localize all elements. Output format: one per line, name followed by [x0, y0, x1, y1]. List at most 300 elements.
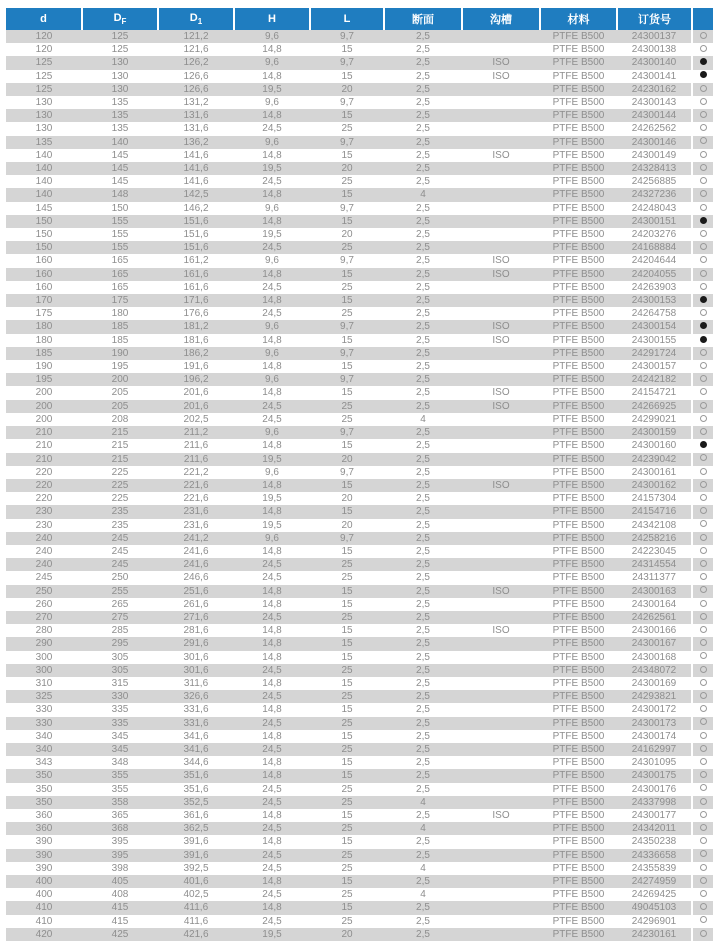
cell-d: 400 [35, 889, 53, 901]
cell-groove [462, 598, 540, 611]
cell-order-no: 24258216 [631, 532, 677, 544]
cell-h: 14,8 [262, 677, 282, 689]
cell-d1: 161,6 [183, 268, 209, 280]
cell-df: 335 [111, 704, 129, 716]
cell-h: 19,5 [262, 229, 282, 241]
table-row [6, 809, 713, 822]
table-row [6, 479, 713, 492]
cell-order-no: 24242182 [631, 374, 677, 386]
cell-material: PTFE B500 [552, 638, 605, 650]
cell-h: 24,5 [262, 176, 282, 188]
cell-material: PTFE B500 [552, 268, 605, 280]
cell-groove [462, 215, 540, 228]
cell-availability [692, 677, 713, 690]
availability-outline-icon [700, 507, 707, 514]
cell-d: 250 [35, 585, 53, 597]
cell-cross-section: 2,5 [416, 44, 430, 56]
cell-availability [692, 651, 713, 664]
cell-groove: ISO [492, 625, 510, 637]
cell-cross-section: 2,5 [416, 691, 430, 703]
cell-order-no: 24300153 [631, 295, 677, 307]
cell-df: 358 [111, 796, 129, 808]
cell-cross-section: 2,5 [416, 374, 430, 386]
cell-d: 410 [35, 915, 53, 927]
cell-material: PTFE B500 [552, 876, 605, 887]
cell-material: PTFE B500 [552, 334, 605, 346]
cell-l: 25 [341, 915, 353, 927]
availability-outline-icon [700, 283, 707, 290]
cell-material: PTFE B500 [552, 374, 605, 386]
cell-cross-section: 2,5 [416, 664, 430, 676]
cell-availability [692, 215, 713, 228]
cell-groove: ISO [492, 479, 510, 491]
cell-cross-section: 2,5 [416, 493, 430, 505]
cell-l: 15 [341, 625, 353, 637]
cell-availability [692, 545, 713, 558]
cell-l: 9,7 [340, 136, 354, 148]
cell-l: 25 [341, 743, 353, 755]
cell-order-no: 24223045 [631, 545, 677, 557]
header-cell-df [82, 8, 158, 30]
cell-cross-section: 2,5 [416, 83, 430, 95]
cell-material: PTFE B500 [552, 519, 605, 531]
cell-df: 245 [111, 532, 129, 544]
cell-d: 210 [35, 453, 53, 465]
cell-groove [462, 122, 540, 135]
availability-outline-icon [700, 349, 707, 356]
table-row [6, 215, 713, 228]
cell-df: 145 [111, 176, 129, 188]
cell-l: 25 [341, 400, 353, 412]
cell-groove [462, 717, 540, 730]
cell-h: 14,8 [262, 545, 282, 557]
cell-cross-section: 2,5 [416, 242, 430, 254]
cell-h: 24,5 [262, 862, 282, 874]
cell-order-no: 24300154 [631, 321, 677, 333]
cell-order-no: 24300143 [631, 97, 677, 109]
cell-cross-section: 2,5 [416, 572, 430, 584]
cell-df: 245 [111, 545, 129, 557]
availability-outline-icon [700, 877, 707, 884]
cell-d1: 141,6 [183, 149, 209, 161]
cell-d: 130 [35, 110, 53, 122]
cell-order-no: 24300137 [631, 31, 677, 42]
header-cell-groove [462, 8, 540, 30]
table-row [6, 254, 713, 267]
cell-h: 14,8 [262, 506, 282, 518]
cell-d: 310 [35, 677, 53, 689]
cell-df: 345 [111, 743, 129, 755]
cell-groove [462, 347, 540, 360]
cell-groove [462, 109, 540, 122]
cell-cross-section: 2,5 [416, 625, 430, 637]
table-row [6, 188, 713, 201]
header-cell-h [234, 8, 310, 30]
cell-h: 19,5 [262, 453, 282, 465]
cell-d: 150 [35, 242, 53, 254]
cell-h: 14,8 [262, 809, 282, 821]
cell-df: 265 [111, 598, 129, 610]
cell-cross-section: 2,5 [416, 849, 430, 861]
availability-outline-icon [700, 798, 707, 805]
cell-d1: 331,6 [183, 704, 209, 716]
cell-cross-section: 2,5 [416, 361, 430, 373]
cell-availability [692, 439, 713, 452]
cell-groove: ISO [492, 809, 510, 821]
cell-groove: ISO [492, 585, 510, 597]
cell-material: PTFE B500 [552, 611, 605, 623]
cell-l: 15 [341, 809, 353, 821]
header-label-subscript: F [121, 17, 127, 27]
cell-h: 9,6 [265, 427, 279, 439]
cell-availability [692, 928, 713, 941]
cell-groove [462, 545, 540, 558]
availability-outline-icon [700, 415, 707, 422]
table-row [6, 453, 713, 466]
cell-d: 170 [35, 295, 53, 307]
cell-h: 9,6 [265, 136, 279, 148]
cell-availability [692, 769, 713, 782]
header-label: d [40, 13, 47, 25]
cell-order-no: 24348072 [631, 664, 677, 676]
cell-material: PTFE B500 [552, 691, 605, 703]
cell-groove: ISO [492, 400, 510, 412]
cell-groove [462, 901, 540, 914]
availability-outline-icon [700, 32, 707, 39]
cell-l: 25 [341, 176, 353, 188]
cell-d1: 201,6 [183, 387, 209, 399]
cell-groove [462, 849, 540, 862]
cell-material: PTFE B500 [552, 242, 605, 254]
cell-d: 420 [35, 928, 53, 940]
cell-l: 15 [341, 506, 353, 518]
cell-d: 240 [35, 532, 53, 544]
cell-l: 25 [341, 783, 353, 795]
table-row [6, 268, 713, 281]
cell-df: 245 [111, 559, 129, 571]
cell-d: 130 [35, 123, 53, 135]
cell-df: 235 [111, 519, 129, 531]
cell-groove [462, 360, 540, 373]
cell-availability [692, 281, 713, 294]
table-row [6, 849, 713, 862]
table-row [6, 545, 713, 558]
table-row [6, 703, 713, 716]
cell-availability [692, 320, 713, 333]
table-row [6, 664, 713, 677]
cell-d: 245 [35, 572, 53, 584]
table-row [6, 96, 713, 109]
cell-availability [692, 43, 713, 56]
cell-material: PTFE B500 [552, 479, 605, 491]
cell-availability [692, 294, 713, 307]
cell-d1: 352,5 [183, 796, 209, 808]
cell-l: 15 [341, 215, 353, 227]
cell-d1: 181,2 [183, 321, 209, 333]
cell-h: 14,8 [262, 361, 282, 373]
availability-filled-icon [700, 322, 707, 329]
cell-groove [462, 43, 540, 56]
cell-order-no: 24230162 [631, 83, 677, 95]
cell-df: 215 [111, 440, 129, 452]
cell-d1: 341,6 [183, 730, 209, 742]
availability-outline-icon [700, 784, 707, 791]
cell-groove [462, 281, 540, 294]
cell-cross-section: 2,5 [416, 281, 430, 293]
cell-l: 9,7 [340, 347, 354, 359]
cell-cross-section: 2,5 [416, 598, 430, 610]
cell-l: 25 [341, 123, 353, 135]
cell-df: 135 [111, 97, 129, 109]
cell-order-no: 24239042 [631, 453, 677, 465]
table-row [6, 241, 713, 254]
cell-h: 24,5 [262, 413, 282, 425]
cell-d1: 131,2 [183, 97, 209, 109]
cell-availability [692, 558, 713, 571]
cell-l: 25 [341, 849, 353, 861]
cell-l: 15 [341, 268, 353, 280]
cell-material: PTFE B500 [552, 704, 605, 716]
cell-d: 230 [35, 506, 53, 518]
cell-cross-section: 2,5 [416, 876, 430, 887]
cell-d: 360 [35, 809, 53, 821]
cell-d1: 391,6 [183, 836, 209, 848]
cell-df: 305 [111, 651, 129, 663]
table-row [6, 915, 713, 928]
cell-groove: ISO [492, 387, 510, 399]
cell-d1: 151,6 [183, 242, 209, 254]
cell-df: 408 [111, 889, 129, 901]
availability-outline-icon [700, 930, 707, 937]
cell-l: 15 [341, 70, 353, 82]
cell-groove [462, 228, 540, 241]
cell-h: 24,5 [262, 308, 282, 320]
cell-availability [692, 386, 713, 399]
cell-l: 9,7 [340, 57, 354, 69]
cell-order-no: 24291724 [631, 347, 677, 359]
cell-order-no: 24300146 [631, 136, 677, 148]
cell-d: 240 [35, 545, 53, 557]
cell-l: 25 [341, 691, 353, 703]
cell-material: PTFE B500 [552, 836, 605, 848]
cell-df: 225 [111, 466, 129, 478]
cell-d: 200 [35, 400, 53, 412]
header-cell-availability [692, 8, 713, 30]
cell-l: 9,7 [340, 374, 354, 386]
cell-h: 19,5 [262, 519, 282, 531]
cell-availability [692, 822, 713, 835]
availability-outline-icon [700, 534, 707, 541]
cell-d: 140 [35, 149, 53, 161]
cell-df: 235 [111, 506, 129, 518]
cell-d1: 221,6 [183, 479, 209, 491]
cell-groove [462, 492, 540, 505]
cell-h: 14,8 [262, 440, 282, 452]
cell-groove [462, 888, 540, 901]
availability-outline-icon [700, 190, 707, 197]
cell-material: PTFE B500 [552, 506, 605, 518]
cell-cross-section: 2,5 [416, 770, 430, 782]
cell-l: 20 [341, 928, 353, 940]
cell-availability [692, 122, 713, 135]
cell-cross-section: 4 [420, 189, 426, 201]
cell-d: 150 [35, 215, 53, 227]
cell-d1: 186,2 [183, 347, 209, 359]
cell-df: 345 [111, 730, 129, 742]
cell-groove [462, 30, 540, 43]
cell-groove [462, 294, 540, 307]
cell-availability [692, 585, 713, 598]
cell-h: 14,8 [262, 598, 282, 610]
cell-d: 220 [35, 493, 53, 505]
cell-groove [462, 466, 540, 479]
cell-d1: 251,6 [183, 585, 209, 597]
cell-groove [462, 783, 540, 796]
header-cell-material [540, 8, 617, 30]
cell-cross-section: 2,5 [416, 163, 430, 175]
cell-availability [692, 624, 713, 637]
cell-d: 120 [35, 44, 53, 56]
cell-h: 9,6 [265, 532, 279, 544]
cell-df: 195 [111, 361, 129, 373]
availability-outline-icon [700, 666, 707, 673]
cell-df: 190 [111, 347, 129, 359]
cell-df: 335 [111, 717, 129, 729]
cell-order-no: 24342011 [632, 823, 676, 835]
cell-d: 300 [35, 664, 53, 676]
cell-groove [462, 241, 540, 254]
cell-df: 215 [111, 427, 129, 439]
cell-groove [462, 505, 540, 518]
cell-d: 160 [35, 255, 53, 267]
cell-groove [462, 822, 540, 835]
cell-d: 330 [35, 704, 53, 716]
cell-d1: 246,6 [183, 572, 209, 584]
cell-h: 14,8 [262, 836, 282, 848]
cell-h: 14,8 [262, 625, 282, 637]
cell-d: 390 [35, 862, 53, 874]
table-row [6, 320, 713, 333]
cell-material: PTFE B500 [552, 625, 605, 637]
cell-df: 295 [111, 638, 129, 650]
cell-cross-section: 2,5 [416, 149, 430, 161]
availability-outline-icon [700, 256, 707, 263]
cell-availability [692, 30, 713, 43]
cell-d1: 344,6 [183, 757, 209, 769]
cell-order-no: 24154716 [631, 506, 677, 518]
availability-outline-icon [700, 718, 707, 725]
cell-df: 275 [111, 611, 129, 623]
table-row [6, 426, 713, 439]
cell-availability [692, 849, 713, 862]
cell-df: 135 [111, 110, 129, 122]
cell-order-no: 24248043 [631, 202, 677, 214]
table-row [6, 783, 713, 796]
cell-material: PTFE B500 [552, 915, 605, 927]
cell-availability [692, 835, 713, 848]
cell-groove [462, 558, 540, 571]
cell-l: 25 [341, 611, 353, 623]
availability-outline-icon [700, 600, 707, 607]
cell-d1: 196,2 [183, 374, 209, 386]
cell-h: 19,5 [262, 83, 282, 95]
availability-outline-icon [700, 560, 707, 567]
cell-h: 24,5 [262, 242, 282, 254]
table-row [6, 505, 713, 518]
cell-cross-section: 2,5 [416, 453, 430, 465]
cell-d: 175 [35, 308, 53, 320]
cell-cross-section: 2,5 [416, 757, 430, 769]
availability-outline-icon [700, 309, 707, 316]
cell-cross-section: 2,5 [416, 347, 430, 359]
table-row [6, 796, 713, 809]
cell-h: 14,8 [262, 638, 282, 650]
cell-material: PTFE B500 [552, 453, 605, 465]
cell-d1: 161,6 [183, 281, 209, 293]
cell-groove [462, 519, 540, 532]
cell-h: 24,5 [262, 400, 282, 412]
availability-outline-icon [700, 837, 707, 844]
cell-d1: 411,6 [183, 915, 209, 927]
availability-outline-icon [700, 494, 707, 501]
cell-cross-section: 2,5 [416, 70, 430, 82]
cell-d: 145 [35, 202, 53, 214]
cell-df: 225 [111, 479, 129, 491]
cell-order-no: 24336658 [631, 849, 677, 861]
cell-df: 145 [111, 149, 129, 161]
cell-df: 130 [111, 57, 129, 69]
cell-l: 15 [341, 585, 353, 597]
cell-availability [692, 162, 713, 175]
cell-availability [692, 505, 713, 518]
cell-h: 24,5 [262, 123, 282, 135]
availability-filled-icon [700, 58, 707, 65]
cell-df: 365 [111, 809, 129, 821]
header-row [6, 8, 713, 30]
cell-availability [692, 743, 713, 756]
cell-h: 24,5 [262, 691, 282, 703]
availability-outline-icon [700, 362, 707, 369]
cell-h: 14,8 [262, 651, 282, 663]
cell-h: 9,6 [265, 347, 279, 359]
table-row [6, 175, 713, 188]
cell-material: PTFE B500 [552, 97, 605, 109]
cell-d: 220 [35, 479, 53, 491]
cell-availability [692, 519, 713, 532]
cell-d: 230 [35, 519, 53, 531]
cell-material: PTFE B500 [552, 559, 605, 571]
cell-material: PTFE B500 [552, 677, 605, 689]
cell-l: 15 [341, 545, 353, 557]
cell-availability [692, 875, 713, 888]
cell-l: 9,7 [340, 466, 354, 478]
cell-d: 260 [35, 598, 53, 610]
availability-outline-icon [700, 151, 707, 158]
cell-h: 9,6 [265, 97, 279, 109]
cell-cross-section: 2,5 [416, 532, 430, 544]
cell-h: 14,8 [262, 44, 282, 56]
cell-l: 15 [341, 110, 353, 122]
cell-d: 125 [35, 70, 53, 82]
availability-outline-icon [700, 732, 707, 739]
cell-cross-section: 2,5 [416, 479, 430, 491]
cell-cross-section: 2,5 [416, 400, 430, 412]
cell-d1: 351,6 [183, 770, 209, 782]
cell-d: 390 [35, 849, 53, 861]
cell-order-no: 24274959 [631, 876, 677, 887]
cell-l: 15 [341, 704, 353, 716]
cell-h: 19,5 [262, 493, 282, 505]
